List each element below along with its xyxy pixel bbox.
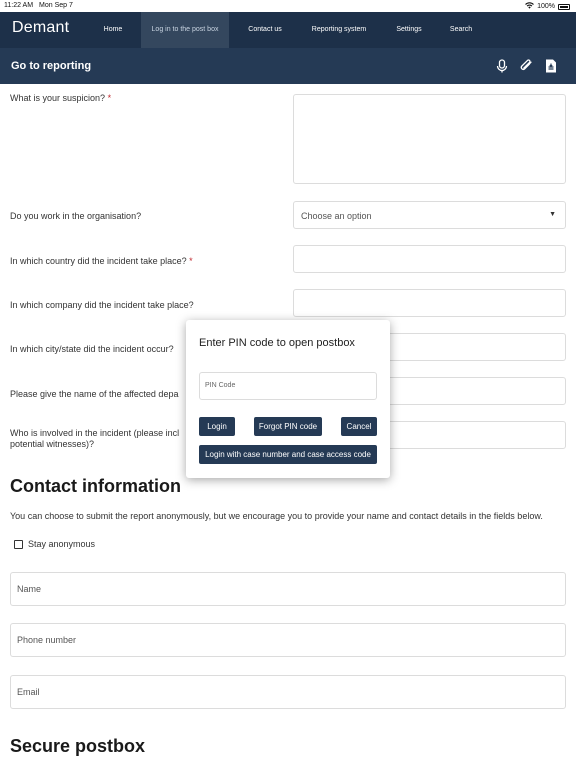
pin-code-input[interactable]	[199, 372, 377, 400]
battery-percent: 100%	[537, 3, 555, 10]
email-field[interactable]	[10, 675, 566, 709]
question-involved: Who is involved in the incident (please incl potential witnesses)?	[10, 428, 180, 449]
contact-note: You can choose to submit the report anonymously, but we encourage you to provide your name and contact details in the fields below.	[10, 511, 543, 521]
nav-reporting-system[interactable]: Reporting system	[311, 26, 367, 33]
nav-search[interactable]: Search	[449, 26, 473, 33]
login-button[interactable]: Login	[199, 417, 235, 436]
top-navigation	[0, 12, 576, 48]
select-value: Choose an option	[301, 211, 372, 221]
question-department: Please give the name of the affected depa	[10, 389, 179, 399]
login-case-number-button[interactable]: Login with case number and case access code	[199, 445, 377, 464]
nav-settings[interactable]: Settings	[396, 26, 422, 33]
nav-log-in-postbox[interactable]: Log in to the post box	[141, 12, 229, 48]
go-to-reporting-title[interactable]: Go to reporting	[11, 60, 92, 72]
microphone-icon[interactable]	[494, 58, 510, 74]
suspicion-textarea[interactable]	[293, 94, 566, 184]
question-company: In which company did the incident take place?	[10, 300, 194, 310]
required-marker: *	[107, 93, 112, 103]
subheader	[0, 48, 576, 84]
status-bar	[0, 0, 576, 12]
company-input[interactable]	[293, 289, 566, 317]
required-marker: *	[189, 256, 193, 266]
status-time: 11:22 AM	[4, 2, 34, 9]
stay-anonymous-checkbox[interactable]	[14, 540, 23, 549]
demant-logo[interactable]: Demant	[12, 19, 70, 36]
stay-anonymous-label[interactable]: Stay anonymous	[28, 539, 96, 549]
status-date: Mon Sep 7	[39, 2, 73, 9]
battery-icon	[558, 4, 570, 10]
modal-title: Enter PIN code to open postbox	[199, 337, 355, 349]
name-field[interactable]	[10, 572, 566, 606]
cancel-button[interactable]: Cancel	[341, 417, 377, 436]
question-suspicion: What is your suspicion? *	[10, 93, 112, 103]
nav-home[interactable]: Home	[103, 26, 123, 33]
forgot-pin-button[interactable]: Forgot PIN code	[254, 417, 322, 436]
nav-contact-us[interactable]: Contact us	[248, 26, 282, 33]
work-in-org-select[interactable]	[293, 201, 566, 229]
country-input[interactable]	[293, 245, 566, 273]
email-placeholder: Email	[17, 687, 40, 697]
phone-placeholder: Phone number	[17, 635, 77, 645]
pin-placeholder: PIN Code	[205, 382, 236, 389]
question-work-in-org: Do you work in the organisation?	[10, 211, 142, 221]
paperclip-icon[interactable]	[518, 58, 534, 74]
document-icon[interactable]	[543, 58, 559, 74]
phone-field[interactable]	[10, 623, 566, 657]
wifi-icon	[525, 2, 534, 11]
secure-postbox-heading: Secure postbox	[10, 736, 146, 756]
question-city-state: In which city/state did the incident occur?	[10, 344, 174, 354]
pin-modal	[186, 320, 390, 478]
chevron-down-icon: ▼	[549, 211, 556, 218]
question-country: In which country did the incident take place? *	[10, 256, 193, 266]
name-placeholder: Name	[17, 584, 42, 594]
contact-heading: Contact information	[10, 476, 181, 496]
